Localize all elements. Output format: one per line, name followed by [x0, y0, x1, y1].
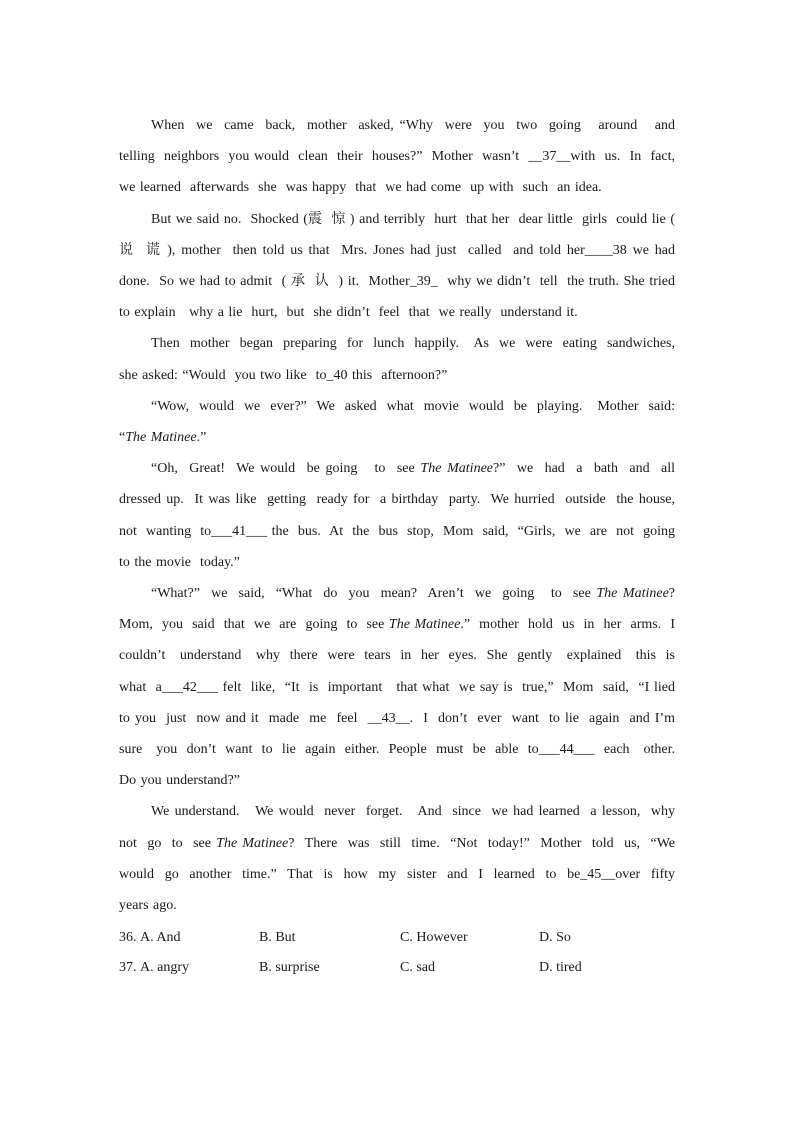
cloze-passage [119, 110, 684, 921]
paragraph [119, 578, 680, 796]
option-d: D. So [539, 930, 571, 946]
text-run: ?” we had a bath and all dressed up. It was like getting ready for a birthday party. We hurried outside the house, not wanting to___41___ the bus. At the bus stop, Mom said, “Girls, we are not going to the movie today.” [119, 461, 680, 570]
document-page [119, 110, 684, 983]
text-run: When we came back, mother asked, “Why were you two going around and telling neighbors you would clean their houses?” Mother wasn’t __37__with us. In fact, we learned afterwards she was happy that we had come up with such an idea. [119, 118, 680, 196]
text-run: We understand. We would never forget. And since we had learned a lesson, why not go to see [119, 804, 680, 851]
option-b: B. surprise [259, 960, 320, 976]
text-run: .” mother hold us in her arms. I couldn’t understand why there were tears in her eyes. She gently explained this is what a___42___ felt like, “It is important that what we say is true,” Mom said, “I lied to you just now and it made me feel __43__. I don’t ever want to lie again and I’m sure you don’t want to lie again either. People must be able to___44___ each other. Do you understand?” [119, 617, 680, 789]
answer-options [119, 923, 675, 983]
movie-title-italic: The Matinee [596, 586, 669, 602]
paragraph [119, 328, 680, 390]
movie-title-italic: The Matinee [388, 617, 461, 633]
paragraph [119, 796, 680, 921]
text-run: “What?” we said, “What do you mean? Aren’t we going to see [151, 586, 597, 602]
movie-title-italic: The Matinee [125, 430, 197, 446]
question-row-36 [119, 923, 675, 953]
option-c: C. However [400, 930, 468, 946]
paragraph [119, 453, 680, 578]
text-run: “Oh, Great! We would be going to see [151, 461, 421, 477]
text-run: ? Mom, you said that we are going to see [119, 586, 680, 633]
text-run: Then mother began preparing for lunch happily. As we were eating sandwiches, she asked: “Would you two like to_40 this afternoon?” [119, 336, 680, 383]
question-row-37 [119, 953, 675, 983]
paragraph [119, 110, 680, 204]
paragraph [119, 391, 680, 453]
option-a: 36. A. And [119, 930, 181, 946]
option-b: B. But [259, 930, 296, 946]
option-a: 37. A. angry [119, 960, 189, 976]
text-run: But we said no. Shocked (震 惊 ) and terribly hurt that her dear little girls could lie ( 说 谎 ), mother then told us that Mrs. Jones had just called and told her____38 we had done. So we had to admit ( 承 认 ) it. Mother_39_ why we didn’t tell the truth. She tried to explain why a lie hurt, but she didn’t feel that we really understand it. [119, 211, 684, 321]
text-run: “Wow, would we ever?” We asked what movie would be playing. Mother said: “ [119, 398, 680, 446]
text-run: .” [196, 430, 207, 446]
text-run: ? There was still time. “Not today!” Mother told us, “We would go another time.” That is how my sister and I learned to be_45__over fifty years ago. [119, 835, 680, 914]
paragraph [119, 204, 684, 329]
option-d: D. tired [539, 960, 582, 976]
movie-title-italic: The Matinee [420, 461, 493, 477]
movie-title-italic: The Matinee [216, 835, 289, 851]
option-c: C. sad [400, 960, 435, 976]
